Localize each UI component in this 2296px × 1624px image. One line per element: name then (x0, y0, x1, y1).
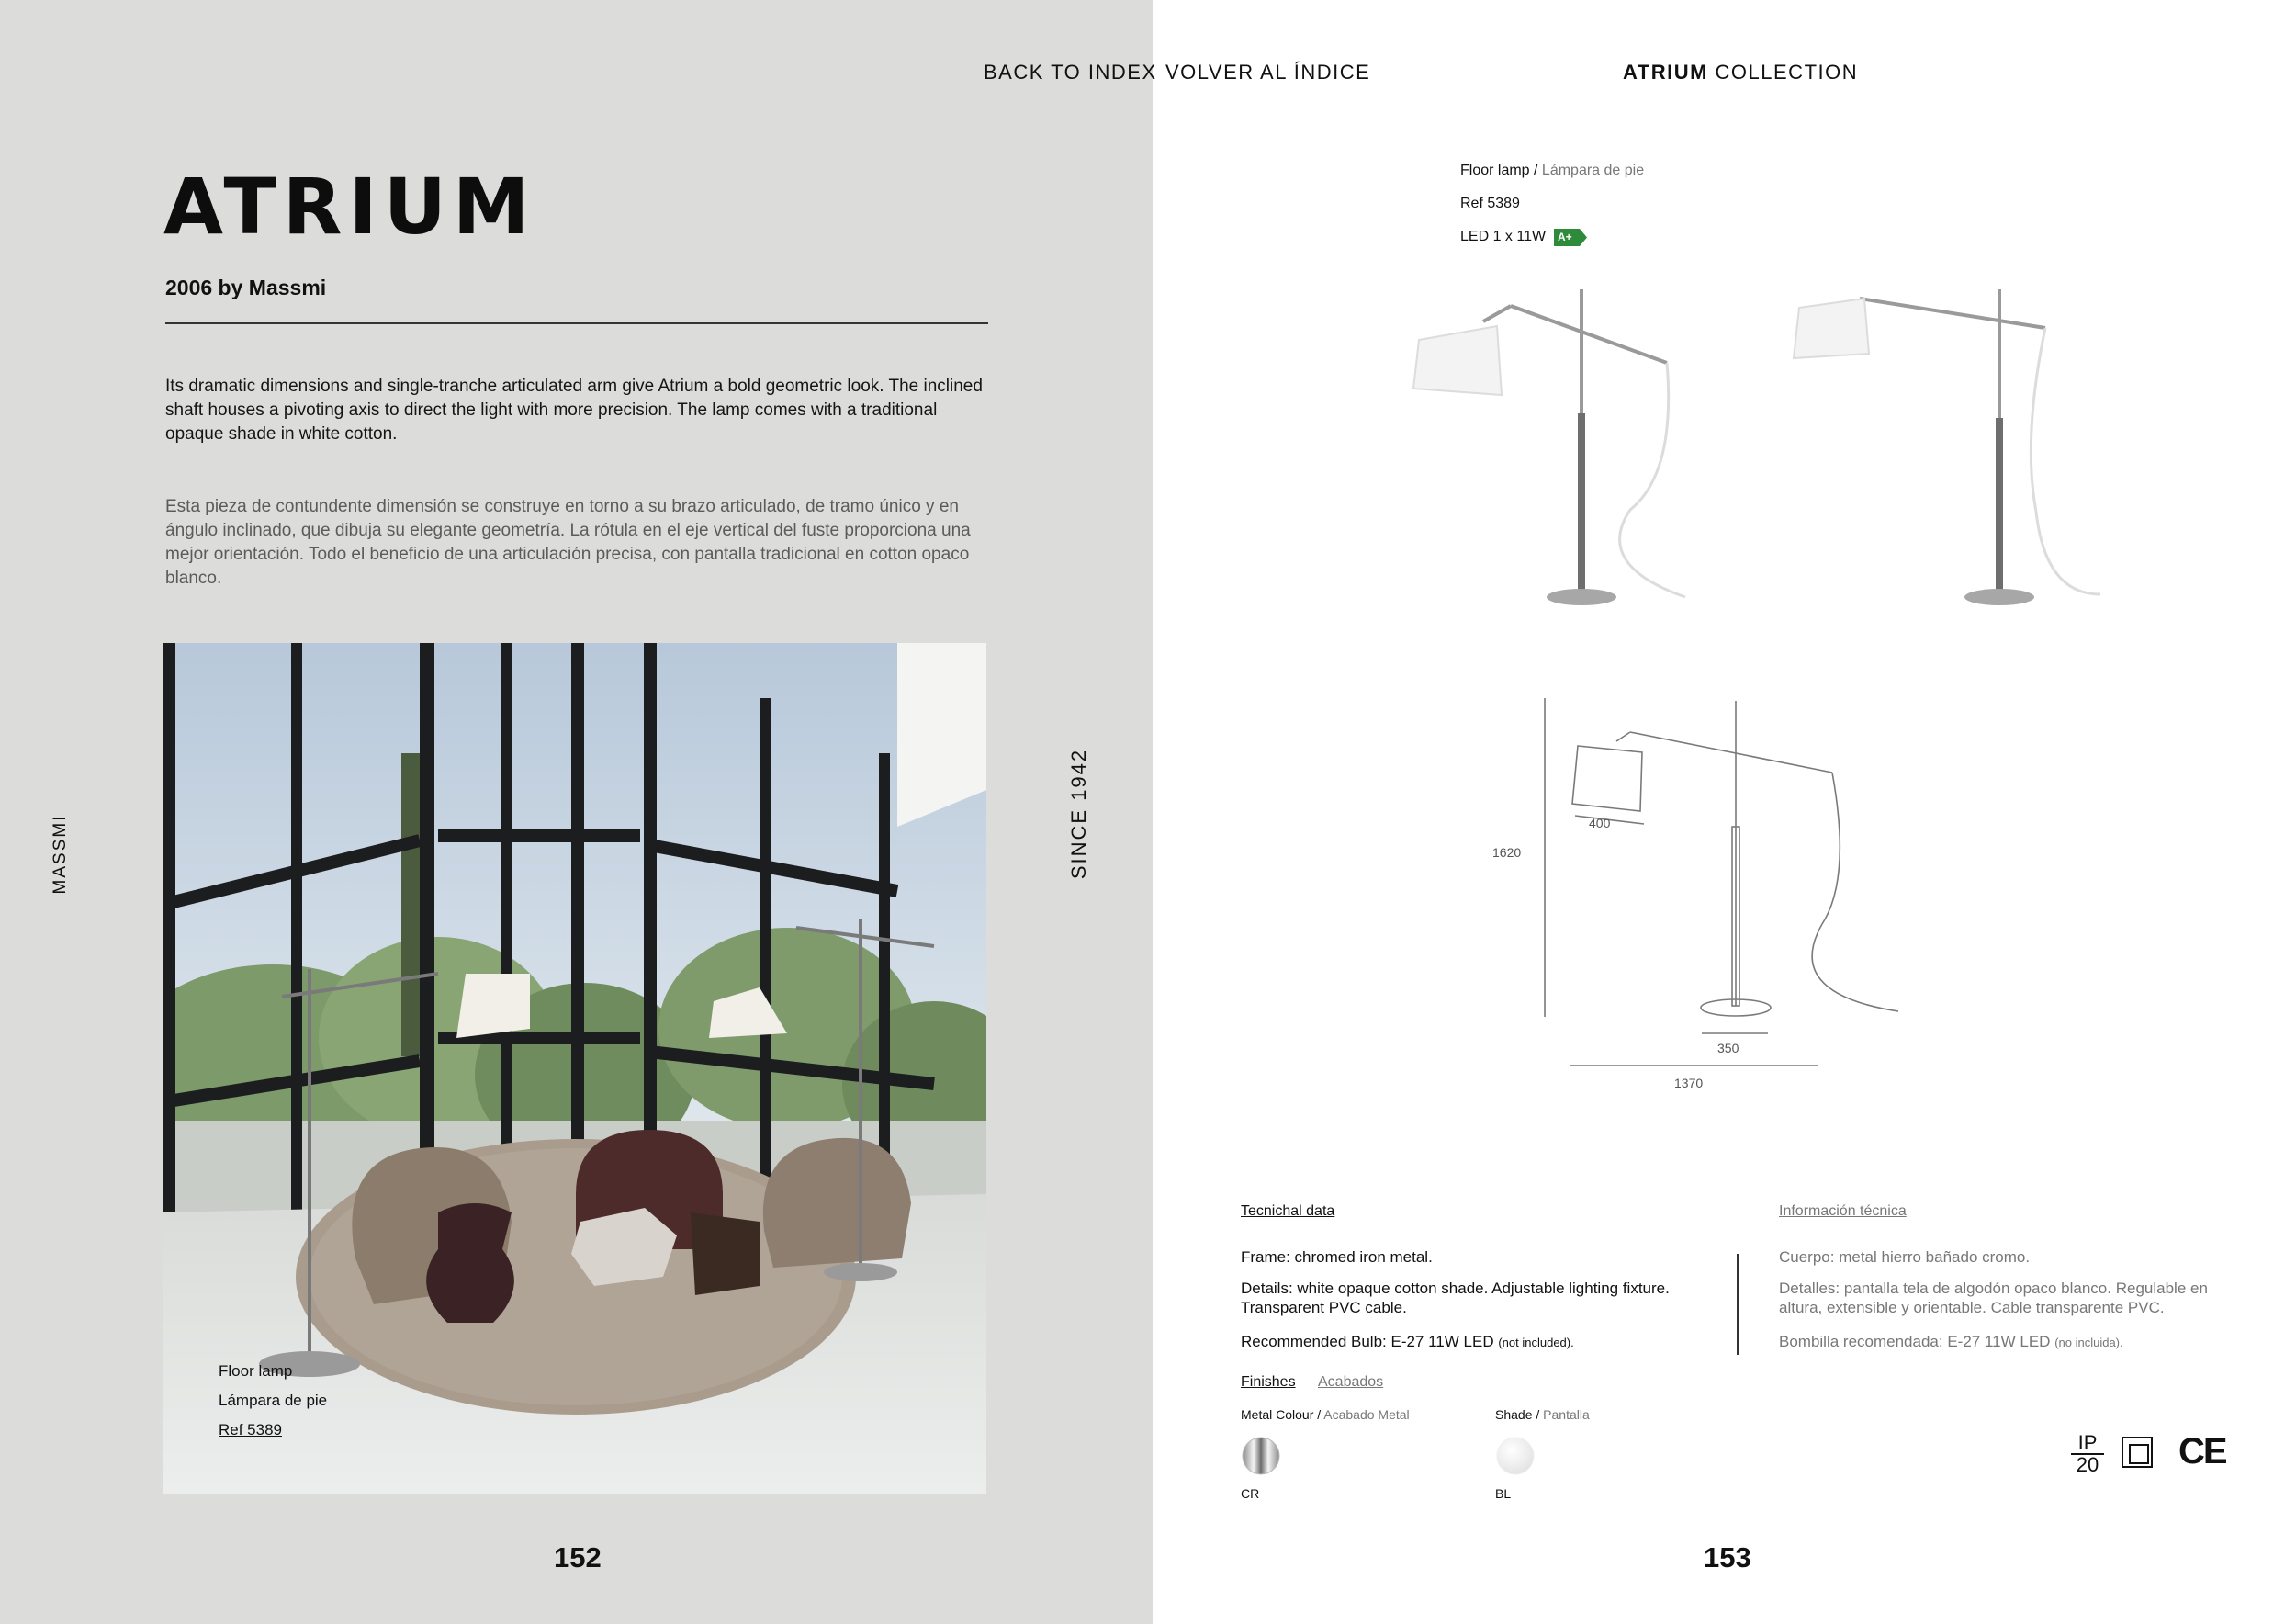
tech-heading-es: Información técnica (1779, 1203, 1907, 1219)
tech-bulb-es-note: (no incluida). (2054, 1336, 2123, 1349)
product-type-es: Lámpara de pie (1537, 163, 1645, 178)
tech-bulb-es-text: Bombilla recomendada: E-27 11W LED (1779, 1333, 2051, 1350)
energy-badge (1554, 229, 1587, 246)
description-es: Esta pieza de contundente dimensión se construye en torno a su brazo articulado, de tramo único y en ángulo inclinado, que dibuja su elegante geometría. La rótula en el eje vertical del fuste proporciona una mejor orientación. Todo el beneficio de una articulación precisa, con pantalla tradicional en cotton opaco blanco. (165, 497, 971, 588)
ip20-icon (2071, 1433, 2104, 1475)
back-to-index-link[interactable]: BACK TO INDEX (984, 61, 1157, 84)
photo-caption-ref[interactable]: Ref 5389 (219, 1421, 282, 1438)
collection-name: ATRIUM (1623, 61, 1708, 84)
tech-bulb-en-note: (not included). (1498, 1336, 1574, 1349)
product-type (1460, 163, 1644, 179)
byline: 2006 by Massmi (165, 276, 327, 299)
tech-details-es: Detalles: pantalla tela de algodón opaco blanco. Regulable en altura, extensible y orientable. Cable transparente PVC. (1779, 1280, 2208, 1316)
ip-label: IP (2077, 1431, 2098, 1454)
finish-swatch-chrome[interactable] (1241, 1436, 1281, 1476)
description-en: Its dramatic dimensions and single-tranche articulated arm give Atrium a bold geometric look. The inclined shaft houses a pivoting axis to direct the light with more precision. The lamp comes with a traditional opaque shade in white cotton. (165, 377, 983, 444)
title-divider (165, 322, 988, 324)
finishes-title-en: Finishes (1241, 1374, 1296, 1390)
tech-bulb-en (1241, 1332, 1718, 1352)
double-insulation-icon (2122, 1437, 2153, 1468)
collection-word: COLLECTION (1707, 61, 1859, 84)
collection-link[interactable] (1623, 61, 1858, 85)
metal-colour-label (1241, 1407, 1410, 1422)
shade-label (1495, 1407, 1590, 1422)
side-label-since: SINCE 1942 (1067, 748, 1090, 880)
tech-frame-es: Cuerpo: metal hierro bañado cromo. (1779, 1248, 2031, 1266)
shade-code: BL (1495, 1486, 1512, 1501)
product-type-en: Floor lamp / (1460, 163, 1538, 178)
page-title: ATRIUM (163, 162, 536, 252)
dim-shade: 400 (1589, 816, 1611, 830)
finish-swatch-white[interactable] (1495, 1436, 1536, 1476)
tech-details-en: Details: white opaque cotton shade. Adjustable lighting fixture. Transparent PVC cable. (1241, 1280, 1670, 1316)
dimension-drawing (1492, 694, 1910, 1107)
dim-width: 1370 (1674, 1076, 1704, 1090)
page-number-right: 153 (1704, 1541, 1751, 1573)
tech-bulb-es (1779, 1332, 2247, 1352)
energy-badge-label: A+ (1558, 231, 1572, 243)
side-label-massmi: MASSMI (51, 814, 70, 895)
shade-label-en: Shade / (1495, 1407, 1540, 1422)
finishes-title-es: Acabados (1318, 1374, 1384, 1390)
metal-colour-label-es: Acabado Metal (1321, 1407, 1410, 1422)
product-image-1 (1410, 280, 1740, 611)
ip-number: 20 (2071, 1453, 2104, 1475)
tech-bulb-en-text: Recommended Bulb: E-27 11W LED (1241, 1333, 1494, 1350)
led-spec: LED 1 x 11W (1460, 229, 1547, 244)
tech-frame-en: Frame: chromed iron metal. (1241, 1248, 1433, 1266)
page-number-left: 152 (554, 1541, 602, 1573)
photo-caption-line1: Floor lamp (219, 1362, 293, 1380)
metal-colour-label-en: Metal Colour / (1241, 1407, 1322, 1422)
ce-mark-icon: CE (2178, 1431, 2226, 1472)
shade-label-es: Pantalla (1539, 1407, 1590, 1422)
dim-height: 1620 (1492, 845, 1522, 860)
tech-heading-en: Tecnichal data (1241, 1203, 1335, 1219)
metal-code: CR (1241, 1486, 1260, 1501)
dim-base: 350 (1717, 1041, 1739, 1055)
product-ref[interactable]: Ref 5389 (1460, 196, 1520, 211)
tech-divider (1737, 1254, 1739, 1355)
volver-al-indice-link[interactable]: VOLVER AL ÍNDICE (1165, 61, 1371, 84)
product-image-2 (1786, 280, 2117, 611)
photo-caption-line2: Lámpara de pie (219, 1392, 328, 1409)
